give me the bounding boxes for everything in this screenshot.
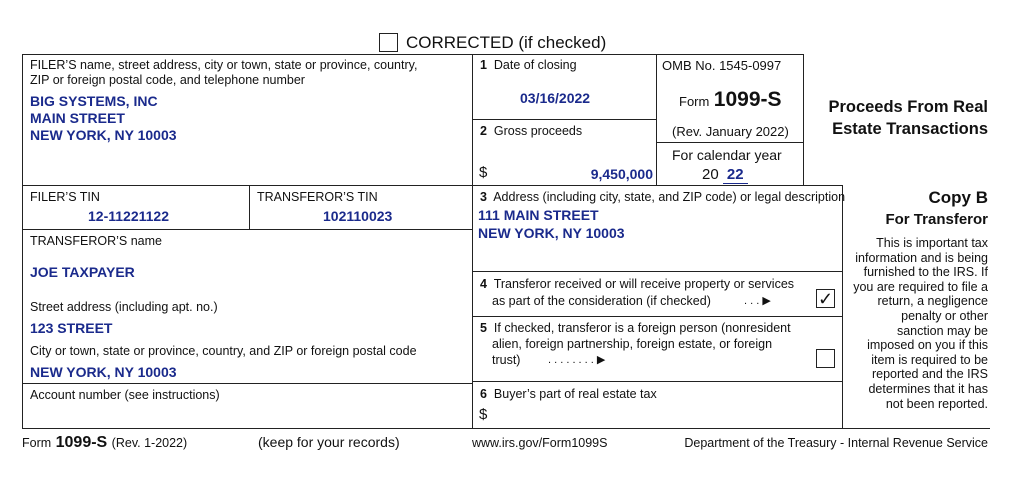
box5-leader: . . . . . . . . ▶ xyxy=(548,354,606,366)
box3-value-line2[interactable]: NEW YORK, NY 10003 xyxy=(478,225,625,241)
copy-notice xyxy=(846,236,988,411)
line-copy-left xyxy=(842,185,843,428)
line-row1-bottom xyxy=(22,185,842,186)
notice-line: penalty or other xyxy=(901,308,988,323)
footer-url[interactable]: www.irs.gov/Form1099S xyxy=(472,436,608,450)
box4-label-line1 xyxy=(480,277,794,292)
form-name: 1099-S xyxy=(713,88,782,111)
footer-form-id xyxy=(22,434,187,452)
box5-number: 5 xyxy=(480,321,487,335)
box5-label-text: If checked, transferor is a foreign person (nonresident xyxy=(493,321,791,335)
line-street-bottom xyxy=(22,383,472,384)
line-tin-divider xyxy=(249,185,250,229)
footer-revision: (Rev. 1-2022) xyxy=(111,436,188,450)
line-mid-vertical xyxy=(472,54,473,428)
left-border xyxy=(22,54,23,428)
box2-currency: $ xyxy=(479,164,488,181)
notice-line: information and is being xyxy=(855,250,988,265)
footer-department: Department of the Treasury - Internal Revenue Service xyxy=(684,436,988,450)
line-omb-mid xyxy=(656,142,803,143)
box4-check-mark: ✓ xyxy=(817,289,834,309)
box4-number: 4 xyxy=(480,277,487,291)
box1-label xyxy=(480,58,577,73)
footer-form-prefix: Form xyxy=(22,436,52,450)
box2-label-text: Gross proceeds xyxy=(493,124,583,138)
corrected-label: CORRECTED (if checked) xyxy=(406,33,607,52)
street-address-label: Street address (including apt. no.) xyxy=(30,300,218,314)
account-label: Account number (see instructions) xyxy=(30,388,220,402)
corrected-checkbox[interactable] xyxy=(379,33,398,52)
transferor-tin-label: TRANSFEROR’S TIN xyxy=(257,190,378,204)
city-value[interactable]: NEW YORK, NY 10003 xyxy=(30,364,177,380)
notice-line: furnished to the IRS. If xyxy=(863,265,988,280)
notice-line: This is important tax xyxy=(876,236,988,250)
box1-label-text: Date of closing xyxy=(493,58,577,72)
notice-line: return, a negligence xyxy=(877,294,988,309)
filer-city[interactable]: NEW YORK, NY 10003 xyxy=(30,127,177,143)
filer-label-line2: ZIP or foreign postal code, and telephone number xyxy=(30,73,305,87)
line-box3-bottom xyxy=(472,271,842,272)
notice-line: you are required to file a xyxy=(853,279,988,294)
line-omb-right xyxy=(803,54,804,185)
filer-label-line1: FILER’S name, street address, city or town, state or province, country, xyxy=(30,58,418,72)
box4-label-text: Transferor received or will receive property or services xyxy=(493,277,795,291)
top-border xyxy=(22,54,803,55)
city-label: City or town, state or province, country, and ZIP or foreign postal code xyxy=(30,344,417,358)
filer-name[interactable]: BIG SYSTEMS, INC xyxy=(30,93,158,109)
transferor-name-label: TRANSFEROR’S name xyxy=(30,234,162,248)
filer-street[interactable]: MAIN STREET xyxy=(30,110,125,126)
year-suffix[interactable]: 22 xyxy=(723,166,748,184)
line-box5-bottom xyxy=(472,381,842,382)
street-address-value[interactable]: 123 STREET xyxy=(30,320,113,336)
copy-title: Copy B xyxy=(928,188,988,207)
notice-line: sanction may be xyxy=(896,323,988,338)
notice-line: imposed on you if this xyxy=(867,338,988,353)
box1-value[interactable]: 03/16/2022 xyxy=(520,90,591,106)
box5-label-line2: alien, foreign partnership, foreign estate, or foreign xyxy=(492,337,773,351)
calendar-year xyxy=(702,166,748,183)
box3-label-text: Address (including city, state, and ZIP code) or legal description xyxy=(493,190,846,204)
box2-value[interactable]: 9,450,000 xyxy=(590,166,653,182)
box6-label xyxy=(480,387,657,402)
box4-leader: . . . ▶ xyxy=(744,295,771,307)
filer-tin-value[interactable]: 12-11221122 xyxy=(88,208,169,224)
notice-line: item is required to be xyxy=(871,352,988,367)
box6-currency: $ xyxy=(479,406,488,423)
box3-value-line1[interactable]: 111 MAIN STREET xyxy=(478,207,599,223)
form-title-line1: Proceeds From Real xyxy=(828,98,988,116)
footer-keep: (keep for your records) xyxy=(258,434,400,450)
box2-label xyxy=(480,124,582,139)
box3-number: 3 xyxy=(480,190,487,204)
footer-form-name: 1099-S xyxy=(55,434,108,451)
line-box1-bottom xyxy=(472,119,656,120)
box6-number: 6 xyxy=(480,387,487,401)
box6-label-text: Buyer’s part of real estate tax xyxy=(493,387,657,401)
box2-number: 2 xyxy=(480,124,487,138)
bottom-border xyxy=(22,428,990,429)
line-box4-bottom xyxy=(472,316,842,317)
notice-line: not been reported. xyxy=(885,396,988,411)
omb-number: OMB No. 1545-0997 xyxy=(662,58,782,73)
notice-line: determines that it has xyxy=(868,381,988,396)
box3-label xyxy=(480,190,845,205)
box5-label-line1 xyxy=(480,321,791,336)
calendar-year-label: For calendar year xyxy=(672,147,782,163)
year-prefix: 20 xyxy=(702,166,719,183)
filer-tin-label: FILER’S TIN xyxy=(30,190,100,204)
line-omb-left xyxy=(656,54,657,185)
form-title-line2: Estate Transactions xyxy=(832,120,988,138)
box5-label-line3: trust) xyxy=(492,353,521,367)
form-revision: (Rev. January 2022) xyxy=(672,124,789,139)
copy-subtitle: For Transferor xyxy=(885,211,988,228)
transferor-name-value[interactable]: JOE TAXPAYER xyxy=(30,264,135,280)
box5-checkbox[interactable] xyxy=(816,349,835,368)
transferor-tin-value[interactable]: 102110023 xyxy=(323,208,393,224)
box1-number: 1 xyxy=(480,58,487,72)
form-prefix: Form xyxy=(679,94,710,109)
notice-line: reported and the IRS xyxy=(871,367,988,382)
box4-label-line2: as part of the consideration (if checked) xyxy=(492,294,711,308)
box4-checkbox[interactable] xyxy=(816,289,835,308)
form-id xyxy=(679,88,782,112)
line-tin-bottom xyxy=(22,229,472,230)
